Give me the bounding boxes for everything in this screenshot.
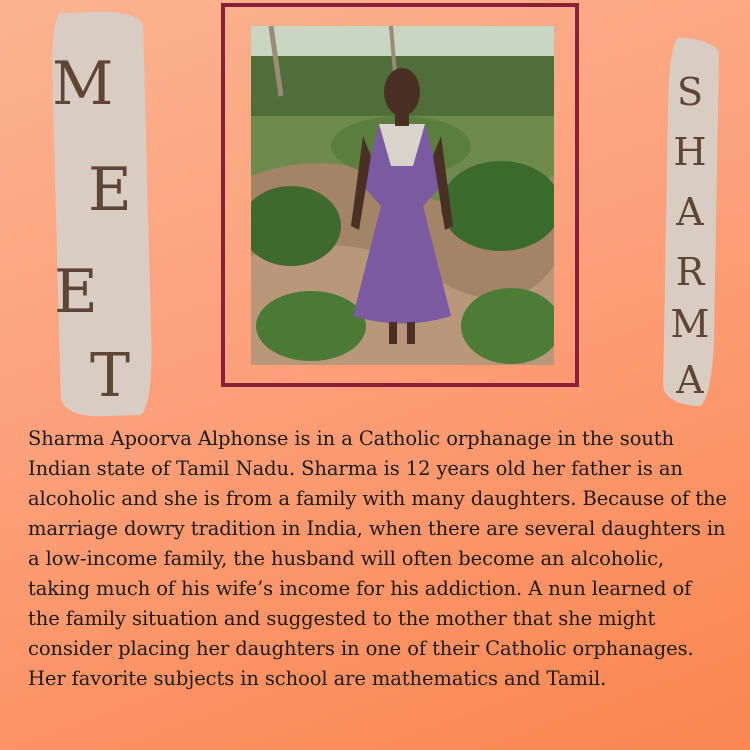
bio-line: Her favorite subjects in school are mathematics and Tamil. <box>28 667 607 690</box>
name-letter-a1: A <box>676 190 704 234</box>
bio-line: a low-income family, the husband will often become an alcoholic, <box>28 547 665 570</box>
bio-line: consider placing her daughters in one of their Catholic orphanages. <box>28 637 694 660</box>
bio-line: Indian state of Tamil Nadu. Sharma is 12 years old her father is an <box>28 457 683 480</box>
name-letter-r: R <box>675 250 705 294</box>
bio-line: taking much of his wife’s income for his addiction. A nun learned of <box>28 577 692 600</box>
bio-line: alcoholic and she is from a family with many daughters. Because of the <box>28 487 727 510</box>
title-letter-e2: E <box>54 257 98 327</box>
portrait-photo-icon <box>251 26 554 365</box>
name-letter-h: H <box>673 130 707 174</box>
bio-line: Sharma Apoorva Alphonse is in a Catholic orphanage in the south <box>28 427 674 450</box>
title-letter-t: T <box>90 341 131 411</box>
portrait-photo <box>251 26 554 365</box>
title-letter-e1: E <box>88 155 132 225</box>
title-letter-m: M <box>52 49 114 119</box>
name-letter-s: S <box>676 70 704 114</box>
bio-text <box>28 424 740 694</box>
name-letter-a2: A <box>676 358 704 402</box>
name-letter-m: M <box>670 302 710 346</box>
bio-line: the family situation and suggested to the mother that she might <box>28 607 656 630</box>
bio-line: marriage dowry tradition in India, when there are several daughters in <box>28 517 726 540</box>
